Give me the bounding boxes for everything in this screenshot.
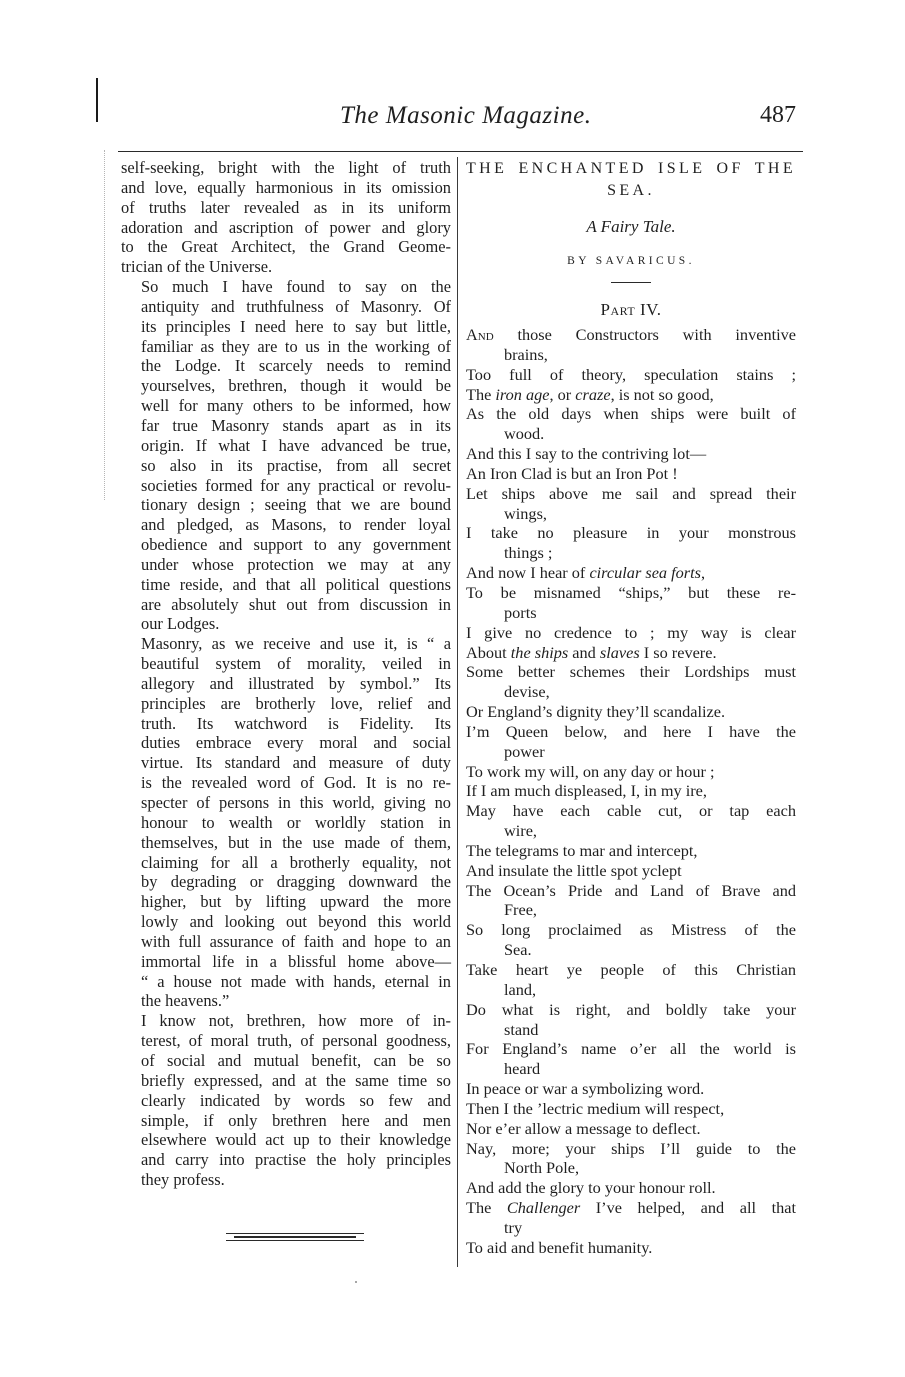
poem-text-segment: Take heart ye people of this Christian (466, 960, 796, 979)
article-line: the heavens.” (141, 991, 230, 1011)
poem-line (466, 523, 796, 543)
article-line: “ a house not made with hands, eternal in (141, 971, 451, 991)
article-line: familiar as they are to us in the working of (141, 336, 451, 356)
article-line: lowly and looking out beyond this world (141, 912, 451, 932)
poem-text-segment: brains, (504, 344, 548, 364)
article-line: origin. If what I have advanced be true, (141, 435, 451, 455)
poem-text-segment: And this I say to the contriving lot— (466, 444, 707, 464)
poem-line (466, 662, 796, 682)
poem-title-line-1: THE ENCHANTED ISLE OF THE (466, 160, 796, 177)
poem-text-segment: things ; (504, 543, 553, 563)
poem-text-segment: power (504, 741, 545, 761)
poem-text-segment: Or England’s dignity they’ll scandalize. (466, 702, 726, 722)
article-line: our Lodges. (141, 614, 220, 634)
poem-part-heading: Part IV. (600, 300, 662, 319)
poem-text-segment: Do what is right, and boldly take your (466, 999, 796, 1019)
poem-line (466, 1198, 796, 1218)
article-line: briefly expressed, and at the same time so (141, 1070, 451, 1090)
poem-line-continuation (466, 900, 796, 920)
poem-text-segment: stand (504, 1019, 539, 1039)
article-line: truth. Its watchword is Fidelity. Its (141, 713, 451, 733)
article-paragraph (121, 277, 451, 634)
poem-line (466, 920, 796, 940)
article-line: clearly indicated by words so few and (141, 1090, 451, 1110)
poem-text-segment: If I am much displeased, I, in my ire, (466, 781, 707, 801)
poem-text-segment: wings, (504, 503, 547, 523)
poem-line-continuation (466, 1218, 796, 1238)
poem-line-continuation (466, 940, 796, 960)
article-line: well for many others to be informed, how (141, 396, 451, 416)
poem-text-segment: To aid and benefit humanity. (466, 1237, 653, 1257)
running-title: The Masonic Magazine. (340, 102, 592, 129)
poem-divider (611, 282, 651, 283)
article-line: the Lodge. It scarcely needs to remind (141, 356, 451, 376)
poem-text-segment: , (701, 563, 706, 583)
poem-line (466, 1178, 796, 1198)
article-line: of truths later revealed as in its uniform (121, 197, 451, 217)
article-line: and pledged, as Masons, to render loyal (141, 515, 451, 535)
article-line: antiquity and truthfulness of Masonry. Of (141, 296, 451, 316)
article-line: specter of persons in this world, giving no (141, 793, 451, 812)
poem-text-segment: North Pole, (504, 1158, 580, 1178)
article-paragraph (121, 158, 451, 277)
poem-line (466, 444, 796, 464)
poem-text-segment: To be misnamed “ships,” but these re- (466, 582, 796, 602)
article-line: of social and mutual benefit, can be so (141, 1050, 451, 1070)
poem-line (466, 722, 796, 742)
poem-text-segment: I so revere. (639, 642, 717, 662)
article-line: claiming for all a brotherly equality, not (141, 852, 451, 872)
poem-text-segment: circular sea forts (589, 563, 701, 583)
poem-line-continuation (466, 424, 796, 444)
page-header (0, 96, 905, 136)
poem-line-continuation (466, 1158, 796, 1178)
poem-text-segment: Some better schemes their Lordships must (466, 662, 796, 682)
poem-text-segment: So long proclaimed as Mistress of the (466, 920, 796, 940)
poem-text-segment: ports (504, 602, 537, 622)
poem-text-segment: And insulate the little spot yclept (466, 860, 682, 880)
poem-line-continuation (466, 543, 796, 563)
poem-text-segment: To work my will, on any day or hour ; (466, 761, 715, 781)
poem-text-segment: devise, (504, 682, 550, 702)
poem-line-continuation (466, 682, 796, 702)
poem-text-segment: wire, (504, 821, 537, 841)
poem-text-segment: In peace or war a symbolizing word. (466, 1079, 705, 1099)
poem-text-segment: I give no credence to ; my way is clear (466, 622, 796, 642)
poem-line (466, 801, 796, 821)
article-line: immortal life in a blissful home above— (141, 951, 451, 971)
article-line: virtue. Its standard and measure of duty (141, 753, 451, 773)
article-line: themselves, but in the use made of them, (141, 832, 451, 852)
article-line: by degrading or dragging downward the (141, 872, 451, 892)
article-line: tionary design ; seeing that we are bound (141, 495, 451, 515)
poem-text-segment: those Constructors with inventive (493, 325, 796, 344)
poem-line (466, 385, 796, 405)
poem-text-segment: heard (504, 1059, 541, 1079)
poem-text-segment: The (466, 1198, 507, 1218)
poem-text-segment: craze (575, 384, 611, 404)
poem-text-segment: I’m Queen below, and here I have the (466, 721, 796, 741)
poem-column-right (466, 158, 796, 1258)
poem-line (466, 1238, 796, 1258)
poem-line (466, 1000, 796, 1020)
article-line: so also in its practise, from all secret (141, 455, 451, 475)
article-line: and love, equally harmonious in its omission (121, 177, 451, 197)
poem-text-segment: I’ve helped, and all that (580, 1198, 796, 1218)
poem-text-segment: , is not so good, (610, 384, 714, 404)
poem-text-segment: Too full of theory, speculation stains ; (466, 364, 796, 384)
poem-line (466, 762, 796, 782)
article-line: with full assurance of faith and hope to an (141, 931, 451, 951)
page-number: 487 (760, 102, 796, 128)
header-rule (118, 151, 803, 152)
poem-text-segment: And now I hear of (466, 563, 590, 583)
poem-text-segment: The Ocean’s Pride and Land of Brave and (466, 880, 796, 900)
poem-line (466, 781, 796, 801)
poem-line (466, 484, 796, 504)
poem-line (466, 841, 796, 861)
poem-text-segment: , or (549, 384, 576, 404)
article-line: duties embrace every moral and social (141, 733, 451, 753)
article-line: and carry into practise the holy principles (141, 1150, 451, 1170)
poem-text-segment: Let ships above me sail and spread their (466, 483, 796, 503)
article-column-left (121, 158, 451, 1190)
poem-line-continuation (466, 742, 796, 762)
poem-line-continuation (466, 504, 796, 524)
poem-text-segment: Free, (504, 900, 537, 920)
article-line: honour to wealth or worldly station in (141, 812, 451, 832)
page-edge-dots (104, 150, 106, 500)
poem-line (466, 702, 796, 722)
poem-text-segment: the ships (510, 642, 569, 662)
poem-text-segment: As the old days when ships were built of (466, 404, 796, 424)
article-line: elsewhere would act up to their knowledge (141, 1130, 451, 1150)
article-line: are absolutely shut out from discussion in (141, 594, 451, 614)
poem-text-segment: Sea. (504, 940, 532, 960)
article-line: is the revealed word of God. It is no re- (141, 773, 451, 793)
poem-text-segment: Nor e’er allow a message to deflect. (466, 1118, 701, 1138)
article-line: far true Masonry stands apart as in its (141, 415, 451, 435)
article-end-rule (226, 1233, 364, 1243)
article-line: principles are brotherly love, relief and (141, 693, 451, 713)
article-line: adoration and ascription of power and glory (121, 217, 451, 237)
poem-text-segment: The (466, 384, 496, 404)
article-line: I know not, brethren, how more of in- (141, 1011, 451, 1031)
poem-text-segment: I take no pleasure in your monstrous (466, 523, 796, 543)
poem-text-segment: And (466, 325, 494, 344)
poem-line-continuation (466, 1059, 796, 1079)
poem-line-continuation (466, 345, 796, 365)
poem-line (466, 563, 796, 583)
poem-title (466, 158, 796, 202)
poem-line-continuation (466, 980, 796, 1000)
poem-line (466, 643, 796, 663)
article-line: allegory and illustrated by symbol.” Its (141, 673, 451, 693)
poem-text-segment: try (504, 1217, 523, 1237)
poem-line (466, 960, 796, 980)
article-line: trician of the Universe. (121, 257, 273, 277)
poem-line-continuation (466, 821, 796, 841)
poem-subtitle: A Fairy Tale. (586, 217, 676, 236)
poem-line-continuation (466, 603, 796, 623)
article-line: to the Great Architect, the Grand Geome- (121, 237, 451, 257)
poem-line (466, 1099, 796, 1119)
article-line: time reside, and that all political questions (141, 574, 451, 594)
poem-text-segment: Then I the ’lectric medium will respect, (466, 1098, 725, 1118)
poem-line (466, 623, 796, 643)
poem-line (466, 464, 796, 484)
poem-line (466, 861, 796, 881)
article-line: self-seeking, bright with the light of truth (121, 158, 451, 177)
poem-text-segment: iron age (495, 384, 550, 404)
poem-text-segment: And add the glory to your honour roll. (466, 1178, 716, 1198)
article-line: yourselves, brethren, though it would be (141, 376, 451, 396)
poem-text-segment: slaves (599, 642, 640, 662)
poem-text-segment: land, (504, 979, 537, 999)
article-paragraph (121, 634, 451, 1011)
column-divider (457, 157, 458, 1267)
poem-line (466, 404, 796, 424)
article-paragraph (121, 1011, 451, 1190)
article-line: higher, but by lifting upward the more (141, 892, 451, 912)
article-line: simple, if only brethren here and men (141, 1110, 451, 1130)
article-line: So much I have found to say on the (141, 277, 451, 297)
poem-text-segment: An Iron Clad is but an Iron Pot ! (466, 463, 678, 483)
poem-line (466, 325, 796, 345)
poem-text-segment: wood. (504, 424, 545, 444)
poem-line (466, 1079, 796, 1099)
footer-dot (355, 1281, 357, 1283)
poem-line (466, 583, 796, 603)
poem-text-segment: Nay, more; your ships I’ll guide to the (466, 1138, 796, 1158)
poem-text-segment: May have each cable cut, or tap each (466, 801, 796, 821)
poem-text-segment: and (568, 642, 600, 662)
poem-line (466, 1139, 796, 1159)
article-line: societies formed for any practical or revolu- (141, 475, 451, 495)
article-line: under whose protection we may at any (141, 554, 451, 574)
article-line: Masonry, as we receive and use it, is “ a (141, 634, 451, 654)
poem-line (466, 881, 796, 901)
poem-text-segment: Challenger (506, 1198, 581, 1218)
poem-line (466, 1039, 796, 1059)
article-line: terest, of moral truth, of personal goodness, (141, 1031, 451, 1051)
poem-line (466, 365, 796, 385)
poem-title-line-2: SEA. (607, 182, 655, 199)
poem-line-continuation (466, 1020, 796, 1040)
article-line: they profess. (141, 1170, 225, 1190)
article-line: its principles I need here to say but little, (141, 316, 451, 336)
poem-text-segment: For England’s name o’er all the world is (466, 1039, 796, 1059)
poem-body (466, 325, 796, 1258)
poem-byline: BY SAVARICUS. (567, 255, 695, 267)
article-line: beautiful system of morality, veiled in (141, 654, 451, 674)
article-line: obedience and support to any government (141, 535, 451, 555)
poem-line (466, 1119, 796, 1139)
poem-text-segment: About (466, 642, 511, 662)
poem-text-segment: The telegrams to mar and intercept, (466, 840, 698, 860)
